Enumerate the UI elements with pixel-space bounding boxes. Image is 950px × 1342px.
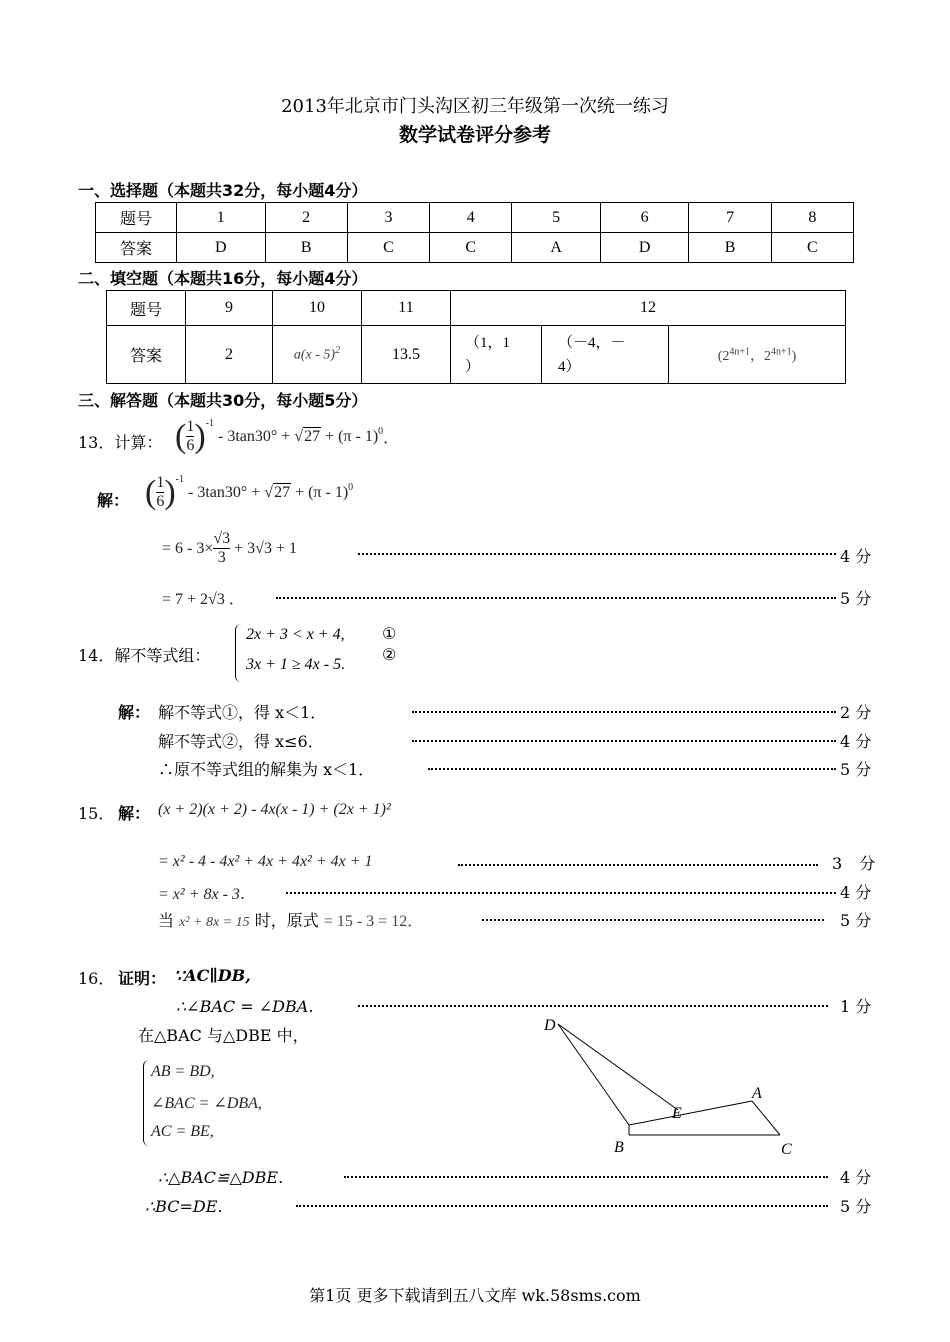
q-cell: 4: [430, 203, 512, 233]
q16-line0: ∵AC∥DB,: [174, 966, 251, 985]
a-cell: A: [512, 233, 601, 263]
a-cell: C: [771, 233, 853, 263]
paren-right: ): [164, 473, 176, 511]
section2-heading: 二、填空题（本题共16分，每小题4分）: [78, 269, 368, 288]
score: 4 分: [840, 732, 872, 751]
q13-number: 13．计算：: [78, 433, 163, 452]
q14-ineq1: 2x + 3 < x + 4,: [246, 626, 345, 643]
q16-line4: ∴BC=DE．: [145, 1197, 234, 1216]
q15-solution-label: 解：: [118, 804, 151, 823]
score: 5 分: [840, 589, 872, 608]
sqrt-sign: √: [294, 427, 304, 445]
q16-proof-label: 证明：: [118, 969, 167, 988]
q13-tail-exp: 0: [348, 482, 354, 493]
a-cell: 2: [186, 326, 273, 384]
a-cell: [273, 326, 362, 384]
paren-left: (: [145, 473, 157, 511]
a-label: 答案: [96, 233, 177, 263]
q16-cond1: AB = BD,: [151, 1063, 215, 1080]
q14-solution-label: [118, 700, 150, 723]
q14-mark1: ①: [382, 624, 397, 643]
q-cell: 5: [512, 203, 601, 233]
page-subtitle: 数学试卷评分参考: [398, 124, 551, 146]
q14-ineq2: 3x + 1 ≥ 4x - 5.: [246, 656, 346, 673]
q-cell: 6: [600, 203, 689, 233]
score: 3 分: [832, 854, 882, 873]
score: 5 分: [840, 760, 872, 779]
a12-2-bottom: 4）: [558, 358, 581, 375]
dot-leader: [286, 892, 836, 894]
a-cell: [451, 326, 542, 384]
label-C: C: [781, 1141, 792, 1158]
q16-cond3: AC = BE,: [151, 1123, 214, 1140]
solution-label: 解：: [118, 703, 151, 722]
label-B: B: [614, 1139, 624, 1156]
a12-3-a: (2: [717, 348, 730, 364]
score: 5 分: [840, 911, 872, 930]
q15-line2: = x² + 8x - 3．: [158, 886, 256, 903]
a-cell: D: [600, 233, 689, 263]
q16-number: 16．: [78, 969, 115, 988]
q-cell: 9: [186, 291, 273, 326]
q13-solution-label: 解：: [97, 491, 130, 510]
paren-left: (: [175, 417, 187, 455]
q-label: 题号: [96, 203, 177, 233]
page-title: 2013年北京市门头沟区初三年级第一次统一练习: [281, 96, 669, 117]
score: 4 分: [840, 883, 872, 902]
result-value: = 15 - 3 = 12．: [323, 913, 424, 930]
segment-DB: [558, 1024, 629, 1125]
q-cell: 8: [771, 203, 853, 233]
q13-end: ．: [383, 430, 400, 447]
score: 1 分: [840, 997, 872, 1016]
fraction-numerator: √3: [213, 530, 231, 547]
q13-sqrt: 27: [304, 428, 321, 445]
left-brace: [235, 624, 244, 682]
q16-cond2: ∠BAC = ∠DBA,: [151, 1095, 262, 1112]
q16-line1: ∴∠BAC = ∠DBA．: [176, 997, 325, 1016]
a12-2-top: （－4，－: [558, 334, 626, 351]
segment-AC: [752, 1101, 780, 1135]
a-label: 答案: [107, 326, 186, 384]
score: 4 分: [840, 547, 872, 566]
section1-heading: 一、选择题（本题共32分，每小题4分）: [78, 181, 368, 200]
q13-tail: + (π - 1): [321, 427, 379, 445]
q13-expression: [175, 418, 399, 455]
step1-a: = 6 - 3×: [162, 539, 214, 557]
dot-leader: [358, 553, 836, 555]
q-label: 题号: [107, 291, 186, 326]
a10-text: a(x - 5): [293, 347, 336, 363]
q13-fraction: [156, 474, 164, 511]
q-cell: 7: [689, 203, 771, 233]
q13-step1: [162, 530, 297, 567]
q15-line3: [158, 908, 423, 931]
q13-sqrt: 27: [274, 484, 291, 501]
q13-tail-exp: 0: [378, 426, 384, 437]
section2-table: [106, 290, 846, 384]
dot-leader: [458, 864, 818, 866]
result-label: 时，原式: [249, 911, 324, 930]
q13-step2: = 7 + 2√3 ．: [162, 591, 245, 608]
a12-3-exp2: 4n+1: [771, 345, 792, 357]
step1-fraction: [213, 530, 230, 567]
when-label: 当: [158, 911, 180, 930]
q-cell: 2: [265, 203, 347, 233]
q-cell: 12: [451, 291, 846, 326]
q14-mark2: ②: [382, 645, 397, 664]
a12-3-c: ): [791, 348, 797, 364]
q13-fraction: [186, 418, 194, 455]
score: 5 分: [840, 1197, 872, 1216]
q15-expression: (x + 2)(x + 2) - 4x(x - 1) + (2x + 1)²: [158, 801, 391, 818]
a-cell: B: [689, 233, 771, 263]
a12-1-top: （1，1: [465, 334, 511, 351]
condition: x² + 8x = 15: [179, 915, 250, 930]
q13-expr: - 3tan30° +: [214, 427, 295, 445]
q16-line2: 在△BAC 与△DBE 中，: [138, 1026, 309, 1045]
a-cell: [669, 326, 846, 384]
q13-exp: -1: [205, 418, 214, 429]
dot-leader: [344, 1176, 828, 1178]
q15-line1: = x² - 4 - 4x² + 4x + 4x² + 4x + 1: [158, 853, 373, 870]
q-cell: 11: [362, 291, 451, 326]
a12-3-exp1: 4n+1: [729, 345, 750, 357]
dot-leader: [276, 597, 836, 599]
segment-DE: [558, 1024, 678, 1110]
label-D: D: [544, 1017, 556, 1034]
a12-1-bottom: ）: [465, 358, 481, 375]
label-E: E: [672, 1105, 682, 1122]
fraction-numerator: 1: [186, 418, 195, 435]
a10-exp: 2: [335, 345, 341, 357]
q16-line3: ∴△BAC≌△DBE．: [158, 1168, 295, 1187]
dot-leader: [428, 768, 836, 770]
paren-right: ): [194, 417, 206, 455]
q14-line1: 解不等式①，得 x＜1．: [158, 703, 327, 722]
footer-text: 第1页 更多下载请到五八文库 wk.58sms.com: [309, 1286, 641, 1305]
section1-table: [95, 202, 854, 263]
step1-b: + 3√3 + 1: [230, 539, 297, 557]
score: 2 分: [840, 703, 872, 722]
a-cell: 13.5: [362, 326, 451, 384]
a12-3-b: ，2: [750, 348, 771, 364]
score: 4 分: [840, 1168, 872, 1187]
segment-BA: [629, 1101, 752, 1125]
fraction-numerator: 1: [156, 474, 165, 491]
a-cell: C: [430, 233, 512, 263]
a-cell: [542, 326, 669, 384]
label-A: A: [752, 1085, 762, 1102]
fraction-denominator: 6: [186, 437, 195, 454]
q-cell: 1: [177, 203, 266, 233]
dot-leader: [482, 919, 824, 921]
q-cell: 10: [273, 291, 362, 326]
q13-solution-expression: [145, 474, 353, 511]
section3-heading: 三、解答题（本题共30分，每小题5分）: [78, 391, 368, 410]
fraction-denominator: 6: [156, 493, 165, 510]
q13-tail: + (π - 1): [291, 483, 349, 501]
q-cell: 3: [347, 203, 429, 233]
q14-number: 14．解不等式组：: [78, 646, 211, 665]
dot-leader: [358, 1005, 828, 1007]
q13-exp: -1: [175, 474, 184, 485]
fraction-denominator: 3: [217, 549, 226, 566]
sqrt-sign: √: [264, 483, 274, 501]
q13-expr: - 3tan30° +: [184, 483, 265, 501]
dot-leader: [412, 740, 836, 742]
q14-line2: 解不等式②，得 x≤6．: [158, 732, 324, 751]
a-cell: C: [347, 233, 429, 263]
q15-number: 15．: [78, 804, 115, 823]
dot-leader: [296, 1205, 828, 1207]
geometry-figure: [530, 1010, 810, 1165]
q14-line3: ∴原不等式组的解集为 x＜1．: [158, 760, 375, 779]
a-cell: D: [177, 233, 266, 263]
dot-leader: [412, 711, 836, 713]
a-cell: B: [265, 233, 347, 263]
